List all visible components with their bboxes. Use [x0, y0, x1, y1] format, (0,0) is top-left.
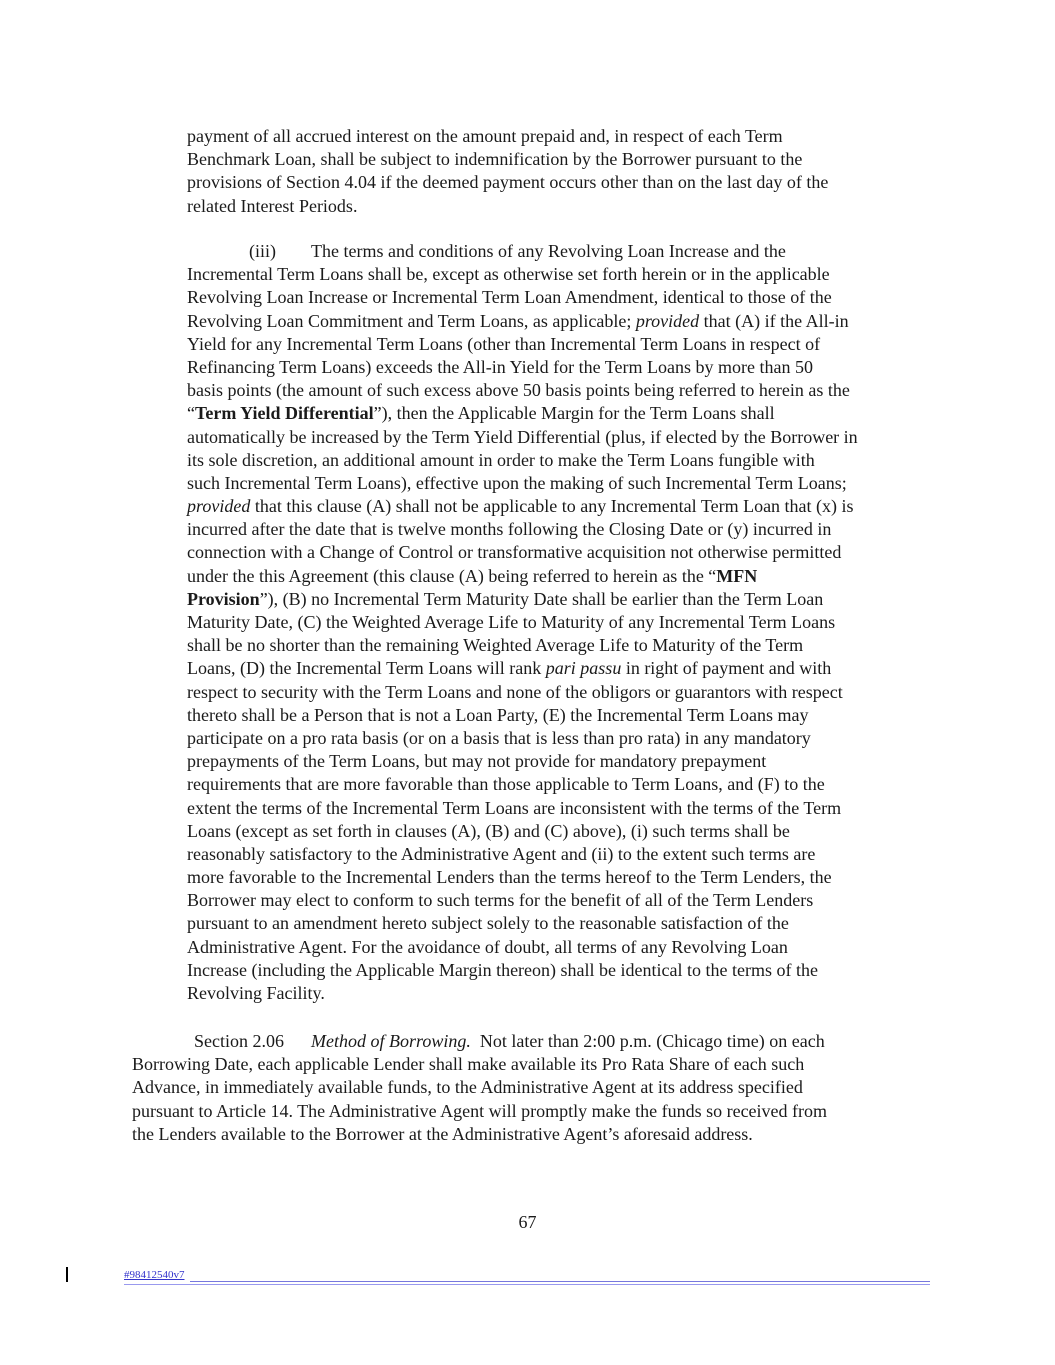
defined-term: MFN [716, 565, 758, 586]
text-line: Administrative Agent. For the avoidance of doubt, all terms of any Revolving Loan [187, 936, 788, 957]
text-line: shall be no shorter than the remaining Weighted Average Life to Maturity of the Term [187, 635, 804, 656]
text-line: Revolving Loan Increase or Incremental Term Loan Amendment, identical to those of the [187, 287, 832, 308]
text-line: its sole discretion, an additional amount in order to make the Term Loans fungible with [187, 449, 815, 470]
text-line: pursuant to an amendment hereto subject solely to the reasonable satisfaction of the [187, 913, 789, 934]
text-line: connection with a Change of Control or transformative acquisition not otherwise permitted [187, 542, 842, 563]
text-line: such Incremental Term Loans), effective upon the making of such Incremental Term Loans; [187, 472, 847, 493]
text-line: Revolving Loan Commitment and Term Loans, as applicable; provided that (A) if the All-in [187, 310, 849, 331]
document-id: #98412540v7 [124, 1269, 185, 1281]
text-line: provisions of Section 4.04 if the deemed payment occurs other than on the last day of the [187, 172, 829, 193]
page-number: 67 [518, 1212, 537, 1232]
provided-term: provided [187, 496, 251, 517]
text-line: Advance, in immediately available funds, to the Administrative Agent at its address specified [132, 1077, 803, 1098]
defined-term: Term Yield Differential [195, 403, 374, 424]
text-line: provided that this clause (A) shall not be applicable to any Incremental Term Loan that (x) is [187, 496, 854, 517]
text-line: payment of all accrued interest on the amount prepaid and, in respect of each Term [187, 126, 783, 146]
clause-number: (iii) [249, 241, 276, 261]
text-line: Section 2.06 Method of Borrowing. Not later than 2:00 p.m. (Chicago time) on each [132, 1030, 827, 1053]
paragraph-iii [187, 240, 858, 1005]
section-heading: Method of Borrowing. [311, 1031, 471, 1051]
text-line: Incremental Term Loans shall be, except as otherwise set forth herein or in the applicable [187, 264, 830, 285]
text-line: Benchmark Loan, shall be subject to indemnification by the Borrower pursuant to the [187, 149, 803, 170]
text-line: more favorable to the Incremental Lenders than the terms hereof to the Term Lenders, the [187, 867, 832, 888]
section-number: Section 2.06 [194, 1031, 284, 1051]
text-line: automatically be increased by the Term Yield Differential (plus, if elected by the Borrower in [187, 426, 858, 447]
text-line: reasonably satisfactory to the Administrative Agent and (ii) to the extent such terms are [187, 843, 816, 864]
text-line: “Term Yield Differential”), then the Applicable Margin for the Term Loans shall [187, 403, 775, 424]
text-line: under the this Agreement (this clause (A) being referred to herein as the “MFN [187, 565, 758, 586]
footer-rule-secondary [124, 1284, 930, 1285]
text-line: extent the terms of the Incremental Term Loans are inconsistent with the terms of the Term [187, 797, 842, 818]
text-line: Yield for any Incremental Term Loans (other than Incremental Term Loans in respect of [187, 333, 821, 354]
text-line: Borrower may elect to conform to such terms for the benefit of all of the Term Lenders [187, 890, 814, 911]
provided-term: provided [635, 310, 700, 331]
text-line: Increase (including the Applicable Margin thereon) shall be identical to the terms of the [187, 959, 818, 980]
text-line: prepayments of the Term Loans, but may not provide for mandatory prepayment [187, 751, 767, 772]
text-line: requirements that are more favorable than those applicable to Term Loans, and (F) to the [187, 774, 825, 795]
text-line: related Interest Periods. [187, 195, 358, 216]
text-line: participate on a pro rata basis (or on a basis that is less than pro rata) in any mandatory [187, 727, 811, 748]
revision-bar [66, 1267, 68, 1282]
footer-rule [190, 1281, 930, 1282]
text-line: respect to security with the Term Loans and none of the obligors or guarantors with respect [187, 681, 843, 702]
text-line: Revolving Facility. [187, 983, 325, 1003]
text-line: Maturity Date, (C) the Weighted Average Life to Maturity of any Incremental Term Loans [187, 612, 836, 632]
section-2-06 [132, 1030, 827, 1146]
text-line: thereto shall be a Person that is not a Loan Party, (E) the Incremental Term Loans may [187, 704, 809, 725]
text-line: (iii) The terms and conditions of any Revolving Loan Increase and the [187, 240, 858, 263]
text-line: Provision”), (B) no Incremental Term Maturity Date shall be earlier than the Term Loan [187, 588, 824, 609]
paragraph-continuation [187, 125, 828, 218]
text-line: Borrowing Date, each applicable Lender shall make available its Pro Rata Share of each such [132, 1054, 805, 1075]
text-line: the Lenders available to the Borrower at the Administrative Agent’s aforesaid address. [132, 1123, 753, 1144]
text-line: Refinancing Term Loans) exceeds the All-in Yield for the Term Loans by more than 50 [187, 356, 813, 377]
text-line: Loans, (D) the Incremental Term Loans will rank pari passu in right of payment and with [187, 658, 832, 679]
text-line: incurred after the date that is twelve months following the Closing Date or (y) incurred in [187, 519, 832, 540]
text-line: pursuant to Article 14. The Administrative Agent will promptly make the funds so received from [132, 1100, 828, 1121]
defined-term: Provision [187, 588, 260, 609]
latin-term: pari passu [545, 658, 622, 679]
text-line: Loans (except as set forth in clauses (A), (B) and (C) above), (i) such terms shall be [187, 820, 790, 841]
text-line: basis points (the amount of such excess above 50 basis points being referred to herein as the [187, 380, 850, 401]
